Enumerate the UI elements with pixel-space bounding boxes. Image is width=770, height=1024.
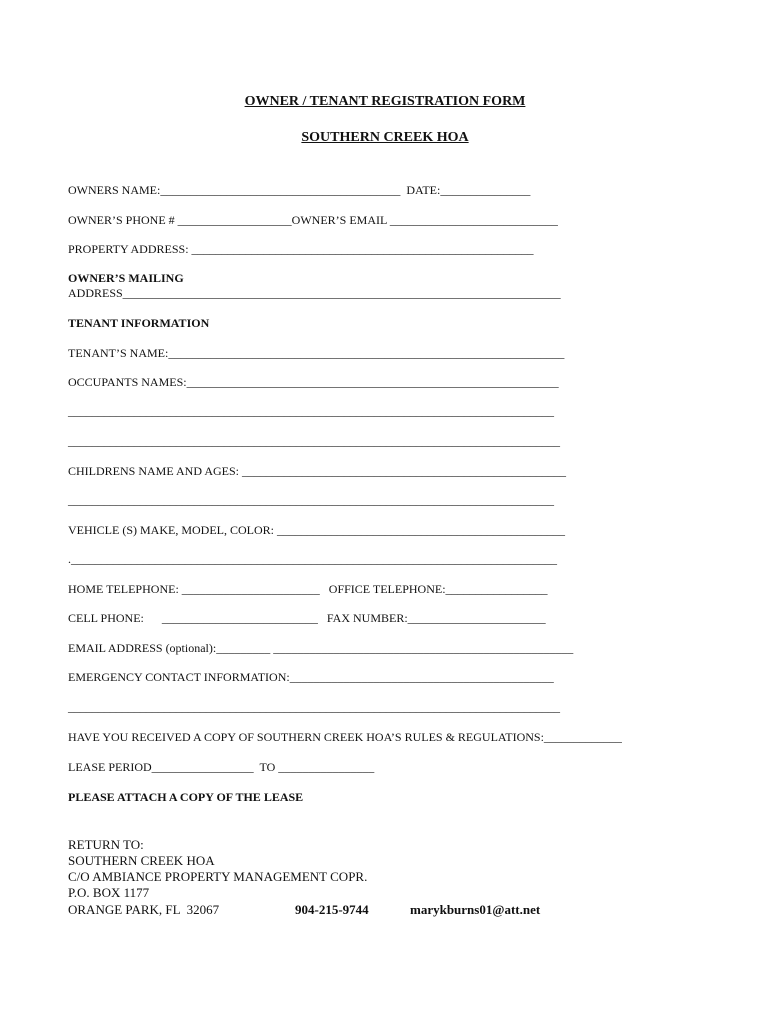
tenant-information-heading: TENANT INFORMATION <box>68 316 210 330</box>
home-office-telephone-line: HOME TELEPHONE: _______________________ OFFICE TELEPHONE:_________________ <box>68 582 548 596</box>
mailing-address-line: ADDRESS_________________________________________________________________________ <box>68 286 561 300</box>
owners-name-line: OWNERS NAME:________________________________________ DATE:_______________ <box>68 183 531 197</box>
form-title: OWNER / TENANT REGISTRATION FORM <box>244 94 526 109</box>
childrens-names-line: CHILDRENS NAME AND AGES: ______________________________________________________ <box>68 464 567 478</box>
owners-phone-line: OWNER’S PHONE # ___________________OWNER’S EMAIL ____________________________ <box>68 213 558 227</box>
return-to-label: RETURN TO: <box>68 837 144 852</box>
occupants-names-line: OCCUPANTS NAMES:______________________________________________________________ <box>68 375 559 389</box>
vehicle-line: VEHICLE (S) MAKE, MODEL, COLOR: ________________________________________________ <box>68 523 565 537</box>
tenants-name-line: TENANT’S NAME:__________________________________________________________________ <box>68 346 565 360</box>
childrens-blank-line: _________________________________________________________________________________ <box>68 493 554 507</box>
form-subtitle: SOUTHERN CREEK HOA <box>301 130 469 145</box>
contact-phone: 904-215-9744 <box>295 902 369 917</box>
property-address-line: PROPERTY ADDRESS: _________________________________________________________ <box>68 242 534 256</box>
cell-fax-line: CELL PHONE: __________________________ FAX NUMBER:_______________________ <box>68 611 546 625</box>
rules-regulations-line: HAVE YOU RECEIVED A COPY OF SOUTHERN CREEK HOA’S RULES & REGULATIONS:_____________ <box>68 730 622 744</box>
return-to-po-box: P.O. BOX 1177 <box>68 885 150 900</box>
mailing-address-label: OWNER’S MAILING <box>68 271 184 285</box>
occupants-blank-line-2: __________________________________________________________________________________ <box>68 434 560 448</box>
contact-email: marykburns01@att.net <box>410 902 541 917</box>
attach-lease-note: PLEASE ATTACH A COPY OF THE LEASE <box>68 790 304 804</box>
occupants-blank-line-1: _________________________________________________________________________________ <box>68 404 554 418</box>
lease-period-line: LEASE PERIOD_________________ TO ________________ <box>68 760 375 774</box>
return-to-management: C/O AMBIANCE PROPERTY MANAGEMENT COPR. <box>68 869 368 884</box>
return-to-city: ORANGE PARK, FL 32067 <box>68 902 220 917</box>
return-to-hoa: SOUTHERN CREEK HOA <box>68 853 215 868</box>
vehicle-blank-line: ._________________________________________________________________________________ <box>68 552 557 566</box>
emergency-contact-line: EMERGENCY CONTACT INFORMATION:____________________________________________ <box>68 670 554 684</box>
email-address-line: EMAIL ADDRESS (optional):_________ __________________________________________________ <box>68 641 574 655</box>
emergency-blank-line: __________________________________________________________________________________ <box>68 700 560 714</box>
